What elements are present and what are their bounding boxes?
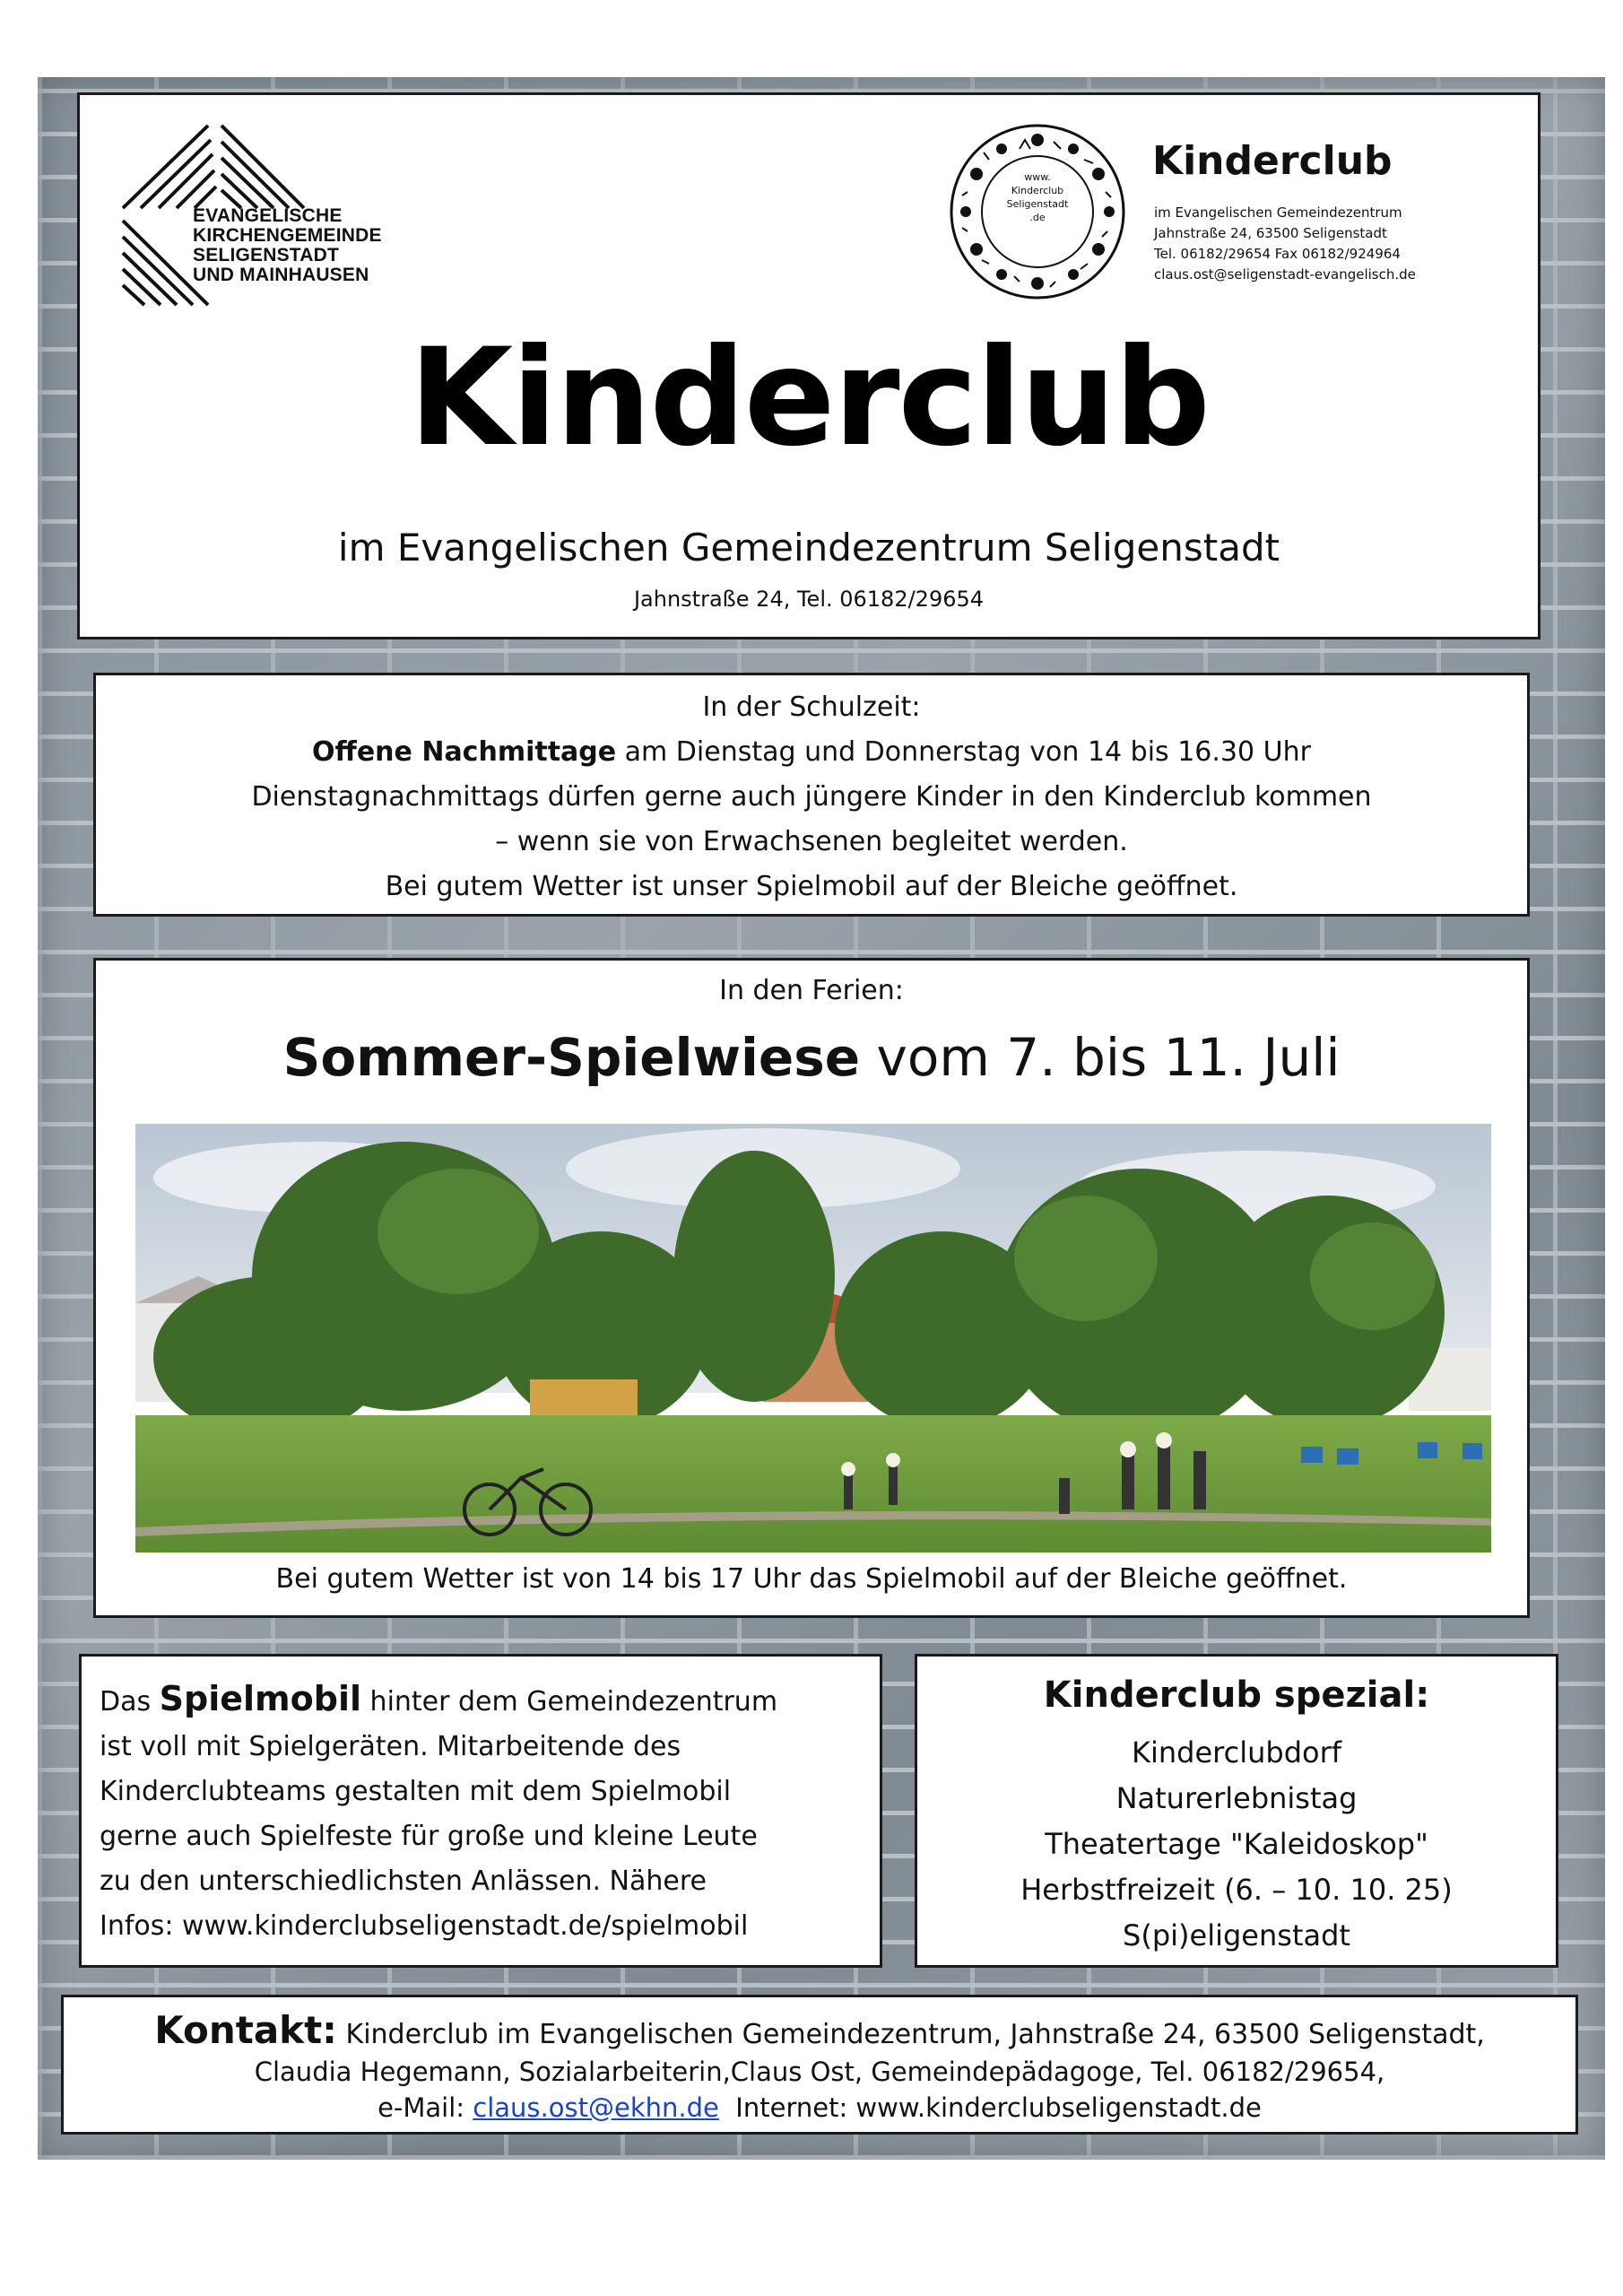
spielmobil-line-2: ist voll mit Spielgeräten. Mitarbeitende des: [100, 1731, 681, 1762]
spielmobil-line-5: zu den unterschiedlichsten Anlässen. Nähere: [100, 1866, 707, 1897]
school-line-3: – wenn sie von Erwachsenen begleitet werden.: [495, 826, 1128, 857]
logo-line: KIRCHENGEMEINDE: [193, 225, 382, 246]
list-item: S(pi)eligenstadt: [1123, 1918, 1350, 1952]
school-line-1: [96, 736, 1527, 768]
spezial-title: Kinderclub spezial:: [1043, 1674, 1430, 1716]
contact-panel: [61, 1995, 1578, 2135]
spielmobil-line-1: [100, 1676, 867, 1725]
spezial-list: [917, 1730, 1556, 1959]
school-line-2: Dienstagnachmittags dürfen gerne auch jüngere Kinder in den Kinderclub kommen: [251, 781, 1372, 813]
spielmobil-intro: Das: [100, 1686, 160, 1718]
club-box-line: Jahnstraße 24, 63500 Seligenstadt: [1154, 225, 1387, 241]
list-item: Herbstfreizeit (6. – 10. 10. 25): [1020, 1873, 1453, 1907]
church-logo-text: [193, 206, 382, 285]
holidays-title-rest: vom 7. bis 11. Juli: [860, 1027, 1341, 1088]
spielmobil-text: [100, 1676, 867, 1949]
page-subtitle: im Evangelischen Gemeindezentrum Seligenstadt: [337, 526, 1280, 570]
circle-line: Kinderclub: [1011, 185, 1064, 196]
email-label: e-Mail:: [378, 2092, 473, 2123]
school-bold-phrase: Offene Nachmittage: [312, 736, 617, 768]
spielmobil-line-6: Infos: www.kinderclubseligenstadt.de/spielmobil: [100, 1910, 749, 1942]
page-title: Kinderclub: [408, 320, 1209, 476]
email-link[interactable]: claus.ost@ekhn.de: [473, 2092, 719, 2123]
list-item: Theatertage "Kaleidoskop": [1045, 1827, 1428, 1861]
spielmobil-line-4: gerne auch Spielfeste für große und kleine Leute: [100, 1821, 758, 1852]
contact-line-3: [64, 2092, 1575, 2123]
school-time-panel: [93, 673, 1530, 917]
contact-line-1-text: Kinderclub im Evangelischen Gemeindezentrum, Jahnstraße 24, 63500 Seligenstadt,: [336, 2019, 1485, 2050]
spielmobil-line-3: Kinderclubteams gestalten mit dem Spielmobil: [100, 1776, 732, 1807]
holidays-title: [96, 1027, 1527, 1088]
logo-line: EVANGELISCHE: [193, 205, 343, 226]
holidays-title-bold: Sommer-Spielwiese: [282, 1027, 861, 1088]
club-box-line: im Evangelischen Gemeindezentrum: [1154, 204, 1402, 221]
contact-line-2: Claudia Hegemann, Sozialarbeiterin,Claus Ost, Gemeindepädagoge, Tel. 06182/29654,: [254, 2057, 1385, 2087]
contact-line-1: [64, 2008, 1575, 2052]
club-box-details: [1154, 203, 1416, 285]
photo-caption: Bei gutem Wetter ist von 14 bis 17 Uhr das Spielmobil auf der Bleiche geöffnet.: [275, 1563, 1348, 1595]
summer-meadow-photo: [135, 1124, 1491, 1552]
school-heading: In der Schulzeit:: [702, 691, 921, 723]
list-item: Naturerlebnistag: [1115, 1781, 1358, 1815]
holidays-panel: [93, 958, 1530, 1618]
list-item: Kinderclubdorf: [1132, 1735, 1341, 1770]
circle-logo-text: [984, 170, 1091, 224]
page-address: Jahnstraße 24, Tel. 06182/29654: [633, 587, 985, 612]
internet-text: Internet: www.kinderclubseligenstadt.de: [718, 2092, 1262, 2123]
spielmobil-line-1-rest: hinter dem Gemeindezentrum: [361, 1686, 778, 1718]
logo-line: SELIGENSTADT: [193, 245, 340, 265]
club-box-title: Kinderclub: [1152, 138, 1393, 184]
logo-line: UND MAINHAUSEN: [193, 265, 369, 285]
circle-line: Seligenstadt: [1006, 198, 1069, 210]
school-line-1-rest: am Dienstag und Donnerstag von 14 bis 16.30 Uhr: [616, 736, 1311, 768]
spielmobil-panel: [79, 1654, 882, 1968]
contact-label: Kontakt:: [154, 2008, 337, 2052]
club-box-line: claus.ost@seligenstadt-evangelisch.de: [1154, 266, 1416, 283]
spielmobil-bold: Spielmobil: [159, 1679, 362, 1718]
circle-line: .de: [1029, 212, 1046, 223]
holidays-heading: In den Ferien:: [719, 975, 904, 1006]
club-box-line: Tel. 06182/29654 Fax 06182/924964: [1154, 246, 1401, 262]
header-panel: [77, 92, 1541, 639]
school-line-4: Bei gutem Wetter ist unser Spielmobil auf der Bleiche geöffnet.: [385, 871, 1238, 902]
kinderclub-spezial-panel: [915, 1654, 1558, 1968]
circle-line: www.: [1024, 171, 1051, 183]
